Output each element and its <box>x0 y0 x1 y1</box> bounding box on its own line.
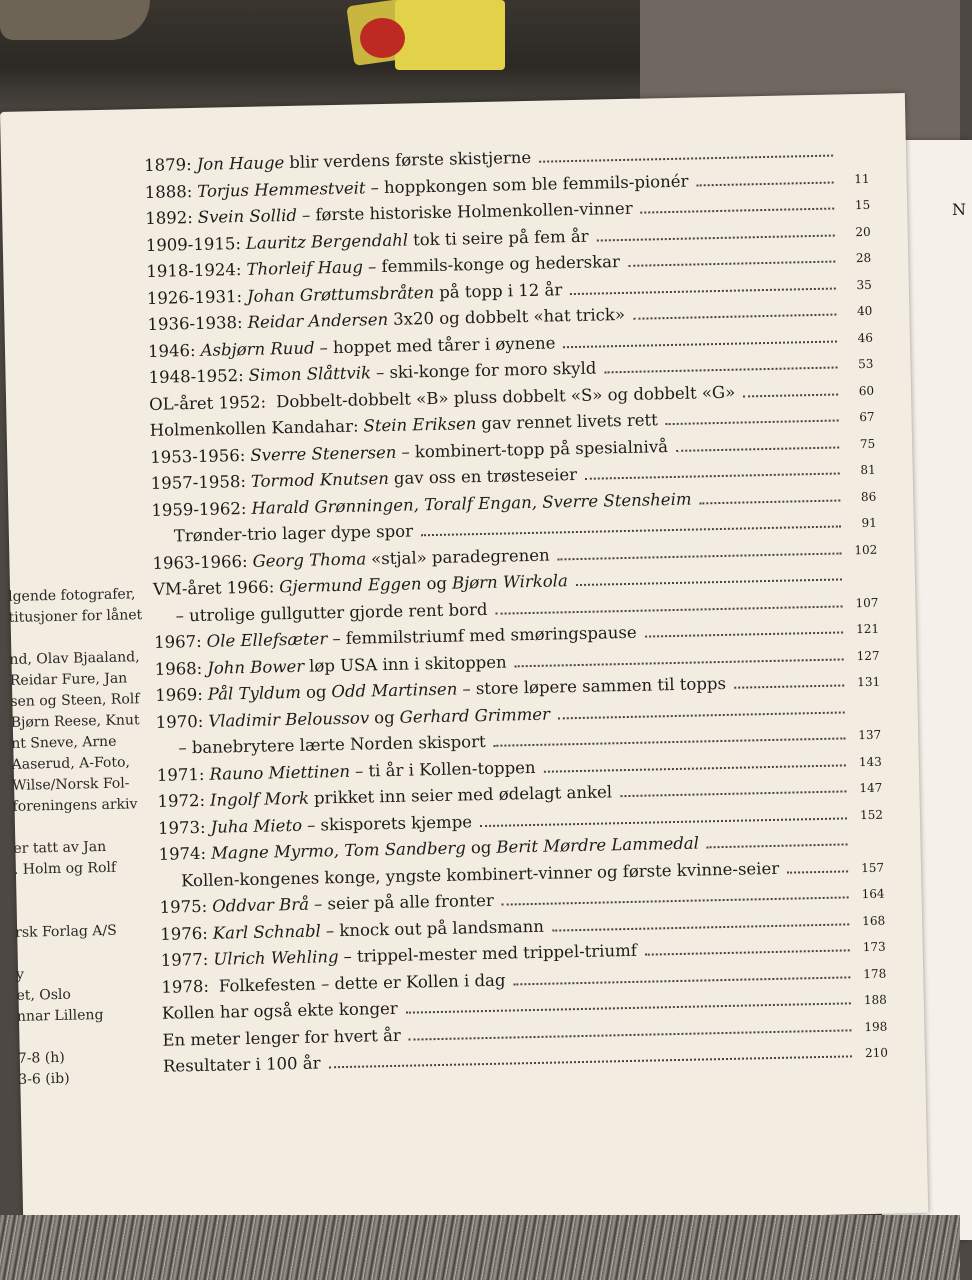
credit-line <box>9 626 145 650</box>
toc-year: 1972: <box>157 790 206 811</box>
toc-page-number: 81 <box>860 462 876 478</box>
toc-name: Oddvar Brå <box>212 894 310 916</box>
toc-name: Vladimir Beloussov <box>208 707 370 731</box>
toc-text: løp USA inn i skitoppen <box>308 652 507 676</box>
book-page <box>0 93 928 1232</box>
dot-leader <box>585 472 840 479</box>
toc-name: Thorleif Haug <box>246 257 364 279</box>
toc-page-number: 11 <box>854 171 870 186</box>
toc-page-number: 143 <box>858 754 882 769</box>
toc-page-number: 40 <box>856 303 873 319</box>
toc-page-number: 157 <box>860 860 885 875</box>
dot-leader <box>700 499 841 504</box>
credit-line: et, Oslo <box>16 986 72 1004</box>
toc-text: prikket inn seier med ødelagt ankel <box>313 782 613 808</box>
toc-year: 1976: <box>160 923 208 944</box>
toc-page-number: 178 <box>863 966 887 981</box>
toc-year: VM-året 1966: <box>152 577 275 599</box>
dot-leader <box>666 420 839 426</box>
toc-name: Simon Slåttvik <box>248 363 372 385</box>
credit-line: Bjørn Reese, Knut <box>10 712 140 731</box>
dot-leader <box>633 314 836 320</box>
dot-leader <box>645 949 850 955</box>
toc-text: tok ti seire på fem år <box>412 226 589 249</box>
dot-leader <box>576 578 842 586</box>
toc-year: 1909-1915: <box>145 233 242 255</box>
toc-page-number: 152 <box>859 807 884 822</box>
toc-text: Resultater i 100 år <box>162 1053 321 1076</box>
dot-leader <box>620 790 846 797</box>
credit-line: foreningens arkiv <box>12 796 138 815</box>
toc-year: 1953-1956: <box>150 445 246 467</box>
toc-name: Magne Myrmo, Tom Sandberg <box>210 838 467 863</box>
credit-line: sen og Steen, Rolf <box>10 691 140 710</box>
toc-page-number: 15 <box>854 197 871 213</box>
toc-page-number <box>856 845 884 846</box>
toc-year: 1969: <box>155 684 204 705</box>
toc-text: og <box>305 682 327 702</box>
toy-shape <box>360 18 405 58</box>
toc-page-number: 53 <box>858 356 874 372</box>
toc-name: Harald Grønningen, Toralf Engan, Sverre Stensheim <box>251 489 692 518</box>
dot-leader <box>496 605 843 614</box>
toc-year: 1936-1938: <box>147 312 243 334</box>
table-of-contents <box>144 138 888 1080</box>
toc-name: Georg Thoma <box>252 548 367 571</box>
toy-shape <box>395 0 505 70</box>
toc-name: Reidar Andersen <box>247 309 389 332</box>
toc-year: 1892: <box>145 207 194 228</box>
toc-year: 1888: <box>144 181 193 202</box>
dot-leader <box>734 684 844 688</box>
toc-text: – kombinert-topp på spesialnivå <box>401 436 669 462</box>
dot-leader <box>558 552 842 560</box>
toc-year: Holmenkollen Kandahar: <box>149 416 359 440</box>
toc-page-number: 127 <box>856 648 880 663</box>
toc-text: – utrolige gullgutter gjorde rent bord <box>175 599 488 625</box>
toc-name: Svein Sollid <box>197 205 298 227</box>
toc-name: Pål Tyldum <box>207 682 302 704</box>
dot-leader <box>515 658 844 667</box>
toc-page-number: 173 <box>862 939 886 955</box>
toc-name: Lauritz Bergendahl <box>245 229 409 253</box>
toc-name: Ulrich Wehling <box>213 947 339 969</box>
toc-year: 1971: <box>156 764 205 785</box>
toc-text: En meter lenger for hvert år <box>162 1025 401 1050</box>
toc-text: Dobbelt-dobbelt «B» pluss dobbelt «S» og dobbelt «G» <box>275 382 736 411</box>
toc-text: – hoppet med tårer i øynene <box>319 332 556 357</box>
toc-text: – store løpere sammen til topps <box>462 673 727 699</box>
toc-year: OL-året 1952: <box>148 391 267 414</box>
toc-name: Juha Mieto <box>210 815 303 837</box>
credit-line: 3-6 (ib) <box>18 1070 70 1088</box>
toc-year: 1974: <box>158 843 207 864</box>
toc-text: – femmils-konge og hederskar <box>367 252 621 277</box>
credit-line <box>15 899 151 923</box>
dot-leader <box>421 525 841 536</box>
toc-text: blir verdens første skistjerne <box>289 147 532 172</box>
toc-text: gav rennet livets rett <box>481 410 659 433</box>
dot-leader <box>406 1002 851 1013</box>
credit-line <box>14 878 150 902</box>
toc-text: – ski-konge for moro skyld <box>375 358 597 383</box>
dot-leader <box>552 923 849 931</box>
toc-text: – seier på alle fronter <box>313 890 494 914</box>
toc-year: 1967: <box>153 631 202 652</box>
toc-name: Karl Schnabl <box>212 920 322 943</box>
toc-page-number: 131 <box>857 674 881 690</box>
toc-page-number: 20 <box>855 224 871 239</box>
right-page-fragment: N <box>952 200 966 219</box>
dot-leader <box>645 631 843 637</box>
toc-text: «stjal» paradegrenen <box>370 545 550 568</box>
toc-page-number: 28 <box>855 250 872 266</box>
credit-line: nnar Lilleng <box>16 1007 104 1025</box>
toc-text: Kollen har også ekte konger <box>161 998 398 1023</box>
toc-name: Berit Mørdre Lammedal <box>496 833 700 857</box>
credit-line: Aaserud, A-Foto, <box>11 754 131 773</box>
toc-name: Sverre Stenersen <box>250 442 397 465</box>
toc-text: – femmilstriumf med smøringspause <box>332 622 637 649</box>
book-edge <box>0 1215 960 1280</box>
toc-year: 1970: <box>155 711 204 732</box>
toc-name: Johan Grøttumsbråten <box>246 282 435 306</box>
toc-text: – banebrytere lærte Norden skisport <box>178 731 486 758</box>
toc-text: – skisporets kjempe <box>306 811 473 835</box>
credit-line <box>13 815 149 839</box>
dot-leader <box>641 208 835 214</box>
toc-text: – knock out på landsmann <box>325 916 545 940</box>
toc-year: 1975: <box>159 896 208 917</box>
photo-credits <box>8 584 155 1091</box>
dot-leader <box>563 340 837 348</box>
toc-name: Gjermund Eggen <box>279 574 422 597</box>
toc-page-number: 67 <box>859 409 875 425</box>
toc-page-number: 60 <box>858 383 875 398</box>
toc-page-number <box>853 712 881 713</box>
toc-page-number <box>841 156 869 157</box>
toc-text: Trønder-trio lager dype spor <box>173 521 414 546</box>
toc-text: Folkefesten – dette er Kollen i dag <box>218 970 506 996</box>
credit-line: er tatt av Jan <box>13 838 107 857</box>
toc-name: Tormod Knutsen <box>250 468 390 491</box>
toc-year: 1948-1952: <box>148 365 244 387</box>
toc-year: 1968: <box>154 658 203 679</box>
toc-year: 1959-1962: <box>151 498 247 520</box>
credit-line: nd, Olav Bjaaland, <box>9 649 140 668</box>
toc-name: Odd Martinsen <box>331 679 458 702</box>
toc-text: – trippel-mester med trippel-triumf <box>343 940 638 966</box>
credit-line: 7-8 (h) <box>17 1049 65 1067</box>
toc-text: og <box>426 573 448 594</box>
toc-year: 1963-1966: <box>152 551 248 573</box>
toc-page-number: 91 <box>861 515 877 531</box>
toc-name: Rauno Miettinen <box>209 761 351 784</box>
credit-line: rsk Forlag A/S <box>15 922 117 941</box>
toc-name: Stein Eriksen <box>363 414 477 436</box>
dot-leader <box>494 737 846 746</box>
toc-text: og <box>470 837 492 858</box>
toc-year: 1946: <box>147 340 196 361</box>
toc-year: 1977: <box>160 949 209 970</box>
dot-leader <box>597 234 835 241</box>
toc-year: 1973: <box>157 817 206 838</box>
toc-year: 1879: <box>143 154 192 175</box>
toc-page-number: 107 <box>855 595 879 610</box>
toc-page-number: 75 <box>859 436 876 451</box>
dot-leader <box>558 711 845 719</box>
toc-name: Gerhard Grimmer <box>399 704 551 727</box>
dot-leader <box>604 367 837 374</box>
toc-name: Torjus Hemmestveit <box>197 177 366 201</box>
toc-year: 1978: <box>161 976 210 997</box>
toc-page-number: 188 <box>863 992 887 1008</box>
credit-line: lgende fotografer, <box>7 586 136 605</box>
toc-text: på topp i 12 år <box>438 279 563 302</box>
dot-leader <box>514 976 851 985</box>
toc-page-number: 121 <box>855 621 880 637</box>
toc-text: og <box>373 707 395 727</box>
toc-page-number: 35 <box>856 277 872 292</box>
toc-text: – ti år i Kollen-toppen <box>354 757 536 781</box>
credit-line: nt Sneve, Arne <box>11 733 117 752</box>
toc-text: – hoppkongen som ble femmils-pionér <box>370 171 689 197</box>
dot-leader <box>707 843 848 848</box>
toc-year: 1918-1924: <box>146 259 242 281</box>
toc-year: 1926-1931: <box>146 286 243 308</box>
basket <box>0 0 150 40</box>
credit-line <box>15 941 151 965</box>
dot-leader <box>544 764 846 772</box>
toc-text: 3x20 og dobbelt «hat trick» <box>392 304 626 329</box>
credit-line: y <box>15 966 25 983</box>
toc-year: 1957-1958: <box>150 471 247 493</box>
background-clutter <box>0 0 960 110</box>
dot-leader <box>539 155 833 163</box>
toc-text: Kollen-kongenes konge, yngste kombinert-vinner og første kvinne-seier <box>180 858 780 890</box>
toc-name: John Bower <box>207 656 305 678</box>
dot-leader <box>696 181 833 186</box>
dot-leader <box>628 261 835 267</box>
dot-leader <box>570 287 836 295</box>
credit-line: Reidar Fure, Jan <box>9 670 128 689</box>
dot-leader <box>743 393 838 397</box>
toc-name: Bjørn Wirkola <box>451 571 568 593</box>
toc-page-number: 137 <box>858 727 882 743</box>
dot-leader <box>409 1029 852 1040</box>
toc-page-number <box>850 580 878 581</box>
dot-leader <box>502 896 849 905</box>
toc-page-number: 86 <box>860 489 877 504</box>
credit-line <box>17 1025 153 1049</box>
toc-page-number: 46 <box>857 330 874 345</box>
dot-leader <box>676 446 839 451</box>
credit-line: titusjoner for lånet <box>8 607 143 626</box>
dot-leader <box>480 817 847 827</box>
toc-text: gav oss en trøsteseier <box>393 464 578 488</box>
toc-text: – første historiske Holmenkollen-vinner <box>301 198 633 225</box>
toc-page-number: 147 <box>859 780 883 796</box>
toc-page-number: 168 <box>862 913 886 928</box>
toc-name: Jon Hauge <box>196 153 285 174</box>
toc-page-number: 198 <box>864 1019 888 1034</box>
toc-page-number: 164 <box>861 886 885 902</box>
dot-leader <box>787 870 848 873</box>
toc-name: Ole Ellefsæter <box>206 629 328 651</box>
toc-name: Asbjørn Ruud <box>200 337 315 360</box>
dot-leader <box>329 1055 852 1068</box>
credit-line: Wilse/Norsk Fol- <box>11 775 130 794</box>
toc-page-number: 210 <box>864 1045 889 1061</box>
toc-name: Ingolf Mork <box>209 788 310 810</box>
credit-line: . Holm og Rolf <box>13 859 117 878</box>
toc-page-number: 102 <box>854 542 878 557</box>
